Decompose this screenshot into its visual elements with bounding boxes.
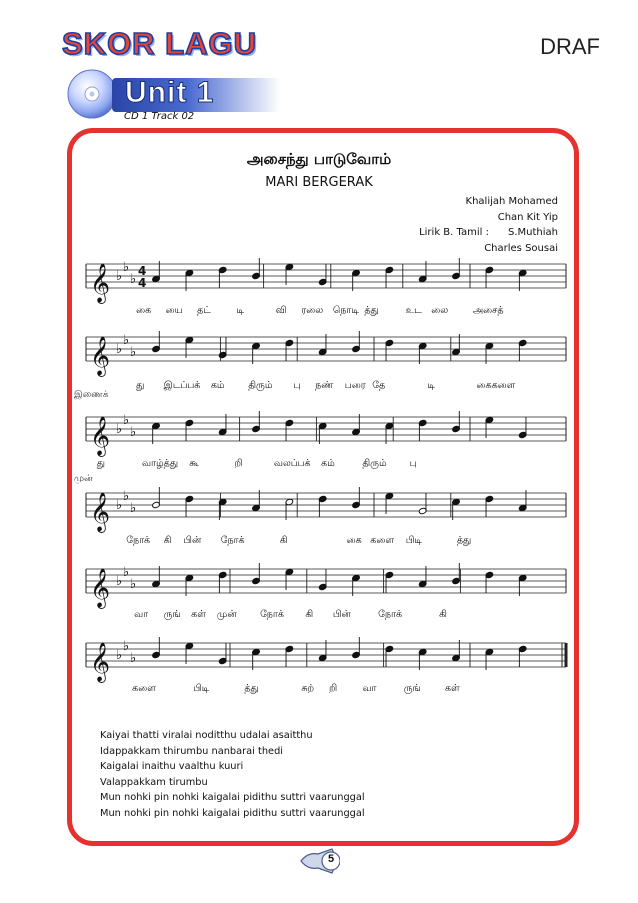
- tamil-title: அசைந்து பாடுவோம்: [246, 150, 392, 168]
- lyric-syllable: கம்: [321, 458, 335, 469]
- flat-sign: ♭: [116, 342, 123, 357]
- lyric-syllable: நோக்: [126, 535, 151, 546]
- lyric-syllable: முன்: [216, 609, 237, 620]
- lyric-syllable: பக்: [297, 458, 311, 469]
- flat-sign: ♭: [123, 565, 130, 580]
- lyric-syllable: வலப்: [273, 458, 298, 469]
- lyric-syllable: யை: [165, 305, 183, 316]
- lyric-syllable: வாழ்த்து: [141, 458, 179, 469]
- clipped-lyric-1: இணைக்: [74, 390, 109, 400]
- lyric-syllable: வா: [134, 609, 149, 620]
- flat-sign: ♭: [116, 574, 123, 589]
- unit-label: Unit 1: [125, 76, 215, 109]
- lyric-syllable: து: [96, 458, 105, 469]
- banner-title: SKOR LAGU: [62, 26, 257, 61]
- lyric-syllable: திரும்: [362, 458, 387, 469]
- lyric-line: Kaiyai thatti viralai noditthu udalai asaitthu: [100, 730, 313, 741]
- lyric-syllable: கள்: [191, 609, 206, 620]
- staff: [86, 331, 566, 377]
- flat-sign: ♭: [116, 498, 123, 513]
- treble-clef-icon: 𝄞: [90, 568, 111, 608]
- lyric-syllable: து: [136, 380, 145, 391]
- romanized-lyrics: [100, 728, 365, 821]
- lyric-line: Kaigalai inaithu vaalthu kuuri: [100, 761, 244, 772]
- lyric-line: Valappakkam tirumbu: [100, 776, 208, 788]
- flat-sign: ♭: [130, 425, 137, 440]
- flat-sign: ♭: [116, 269, 123, 284]
- flat-sign: ♭: [116, 648, 123, 663]
- flat-sign: ♭: [123, 260, 130, 275]
- flat-sign: ♭: [123, 333, 130, 348]
- staff: [86, 637, 566, 683]
- lyric-line: Mun nohki pin nohki kaigalai pidithu suttri vaarunggal: [100, 807, 365, 819]
- treble-clef-icon: 𝄞: [90, 336, 111, 376]
- song-title: MARI BERGERAK: [265, 175, 373, 190]
- treble-clef-icon: 𝄞: [90, 263, 111, 303]
- lyric-syllable: தே: [372, 380, 386, 391]
- lyric-syllable: வி: [275, 305, 287, 316]
- lyric-syllable: த்து: [364, 305, 379, 316]
- flat-sign: ♭: [116, 422, 123, 437]
- flat-sign: ♭: [130, 345, 137, 360]
- lyric-syllable: லை: [431, 305, 449, 316]
- lyric-syllable: பு: [293, 380, 301, 391]
- lyric-syllable: பரை: [344, 380, 366, 391]
- lyric-syllable: பக்: [187, 380, 201, 391]
- lyric-syllable: கூ: [189, 458, 199, 469]
- lyric-syllable: கி: [279, 535, 288, 546]
- lyric-syllable: பு: [409, 458, 417, 469]
- lyric-syllable: த்து: [244, 683, 259, 694]
- draft-label: DRAF: [540, 34, 600, 59]
- staff: [86, 487, 566, 533]
- lyric-syllable: றி: [234, 458, 243, 469]
- time-signature: 4: [138, 276, 147, 290]
- lyric-syllable: திரும்: [248, 380, 273, 391]
- treble-clef-icon: 𝄞: [90, 492, 111, 532]
- lyric-syllable: கைகளை: [476, 380, 516, 391]
- staff: [86, 563, 566, 609]
- lyric-syllable: நொடி: [332, 305, 359, 316]
- lyric-syllable: ருங்: [403, 683, 421, 694]
- lyric-syllable: நண்: [315, 380, 334, 391]
- lyric-syllable: கம்: [210, 380, 225, 391]
- lyric-syllable: டி: [427, 380, 435, 391]
- credit-lyricist: Lirik B. Tamil : S.Muthiah: [419, 227, 558, 238]
- lyric-syllable: களை: [132, 683, 156, 694]
- lyric-syllable: நோக்: [260, 609, 284, 620]
- lyric-syllable: ருங்: [163, 609, 181, 620]
- time-signature: 4: [138, 264, 147, 278]
- lyric-syllable: தட்: [197, 305, 211, 316]
- lyric-syllable: கள்: [445, 683, 460, 694]
- treble-clef-icon: 𝄞: [90, 416, 111, 456]
- lyric-syllable: டி: [236, 305, 244, 316]
- lyric-syllable: இடப்: [163, 380, 188, 391]
- staff: [86, 411, 566, 457]
- flat-sign: ♭: [130, 651, 137, 666]
- flat-sign: ♭: [130, 577, 137, 592]
- flat-sign: ♭: [123, 489, 130, 504]
- staff: [86, 258, 566, 304]
- flat-sign: ♭: [130, 501, 137, 516]
- lyric-syllable: பின்: [332, 609, 351, 620]
- treble-clef-icon: 𝄞: [90, 642, 111, 682]
- credit-lyricist-2: Charles Sousai: [484, 243, 558, 254]
- lyric-syllable: த்து: [456, 535, 472, 546]
- flat-sign: ♭: [123, 639, 130, 654]
- page-number: 5: [327, 853, 335, 865]
- lyric-syllable: கை: [136, 305, 152, 316]
- track-label: CD 1 Track 02: [124, 111, 195, 122]
- lyric-syllable: நோக்: [378, 609, 403, 620]
- flat-sign: ♭: [130, 272, 137, 287]
- lyric-syllable: பிடி: [405, 535, 422, 546]
- lyric-syllable: வா: [362, 683, 377, 694]
- lyric-syllable: உட: [405, 305, 422, 316]
- lyric-syllable: பிடி: [193, 683, 210, 694]
- lyric-syllable: கை: [346, 535, 362, 546]
- lyric-syllable: பின்: [183, 535, 202, 546]
- credit-arranger: Chan Kit Yip: [497, 212, 558, 223]
- lyric-syllable: நோக்: [220, 535, 245, 546]
- lyric-syllable: றி: [328, 683, 338, 694]
- credit-composer: Khalijah Mohamed: [465, 196, 558, 207]
- lyric-syllable: சுற்: [301, 683, 315, 694]
- clipped-lyric-2: முன்: [74, 474, 93, 484]
- lyric-line: Mun nohki pin nohki kaigalai pidithu suttri vaarunggal: [100, 792, 365, 803]
- flat-sign: ♭: [123, 413, 130, 428]
- lyric-syllable: களை: [370, 535, 394, 546]
- lyric-syllable: ரலை: [301, 305, 324, 316]
- lyric-syllable: கி: [305, 609, 314, 620]
- lyric-syllable: கி: [439, 609, 447, 620]
- lyric-syllable: அசைத்: [472, 305, 504, 316]
- lyric-line: Idappakkam thirumbu nanbarai thedi: [100, 745, 284, 757]
- lyric-syllable: கி: [163, 535, 172, 546]
